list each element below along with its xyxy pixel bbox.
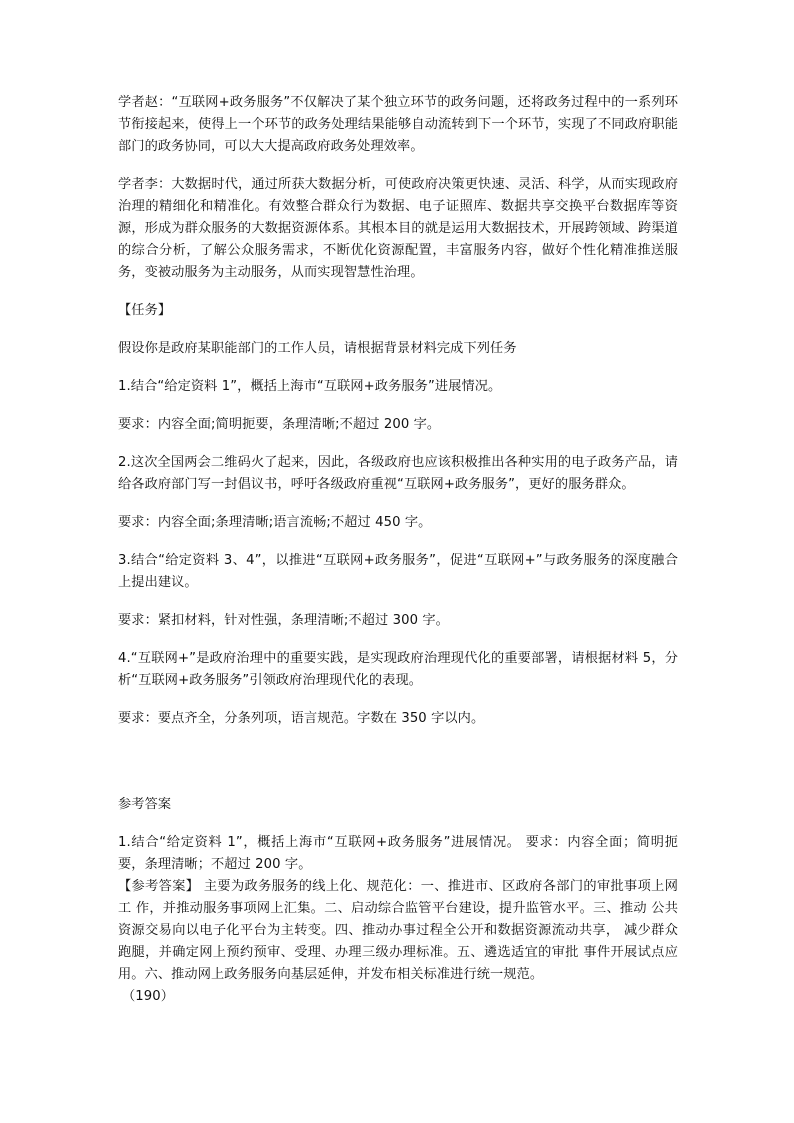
paragraph-scholar-zhao: 学者赵：“互联网+政务服务”不仅解决了某个独立环节的政务问题，还将政务过程中的一系列环节衔接起来，使得上一个环节的政务处理结果能够自动流转到下一个环节，实现了不同政府职能部门的政务协同，可以大大提高政府政务处理效率。 (118, 95, 678, 154)
page-number: （190） (122, 989, 175, 1004)
task-4-requirement: 要求：要点齐全，分条列项，语言规范。字数在 350 字以内。 (118, 711, 485, 726)
paragraph-scholar-li: 学者李：大数据时代，通过所获大数据分析，可使政府决策更快速、灵活、科学，从而实现政府治理的精细化和精准化。有效整合群众行为数据、电子证照库、数据共享交换平台数据库等资源，形成为群众服务的大数据资源体系。其根本目的就是运用大数据技术，开展跨领域、跨渠道的综合分析，了解公众服务需求，不断优化资源配置，丰富服务内容，做好个性化精准推送服务，变被动服务为主动服务，从而实现智慧性治理。 (118, 177, 678, 280)
document-page (118, 92, 678, 1008)
task-heading: 【任务】 (118, 303, 172, 318)
answers-heading: 参考答案 (118, 797, 172, 812)
task-3-question: 3.结合“给定资料 3、4”，以推进“互联网+政务服务”，促进“互联网+”与政务服务的深度融合上提出建议。 (118, 553, 678, 590)
answer-1-question: 1.结合“给定资料 1”，概括上海市“互联网+政务服务”进展情况。 要求：内容全面；简明扼要，条理清晰；不超过 200 字。 (118, 835, 678, 872)
task-3-requirement: 要求：紧扣材料，针对性强，条理清晰;不超过 300 字。 (118, 613, 449, 628)
answer-1-body: 【参考答案】 主要为政务服务的线上化、规范化：一、推进市、区政府各部门的审批事项上网工 作，并推动服务事项网上汇集。二、启动综合监管平台建设，提升监管水平。三、推动 公共资源交易向以电子化平台为主转变。四、推动办事过程全公开和数据资源流动共享， 减少群众跑腿，并确定网上预约预审、受理、办理三级办理标准。五、遴选适宜的审批 事件开展试点应用。六、推动网上政务服务向基层延伸，并发布相关标准进行统一规范。 (118, 879, 678, 982)
section-spacer (118, 746, 678, 794)
task-intro: 假设你是政府某职能部门的工作人员，请根据背景材料完成下列任务 (118, 341, 517, 356)
answer-block (118, 832, 678, 1008)
task-1-question: 1.结合“给定资料 1”，概括上海市“互联网+政务服务”进展情况。 (118, 379, 502, 394)
task-2-question: 2.这次全国两会二维码火了起来，因此，各级政府也应该积极推出各种实用的电子政务产品，请给各政府部门写一封倡议书，呼吁各级政府重视“互联网+政务服务”，更好的服务群众。 (118, 455, 678, 492)
task-2-requirement: 要求：内容全面;条理清晰;语言流畅;不超过 450 字。 (118, 515, 432, 530)
task-4-question: 4.“互联网+”是政府治理中的重要实践，是实现政府治理现代化的重要部署，请根据材料 5，分析“互联网+政务服务”引领政府治理现代化的表现。 (118, 651, 678, 688)
task-1-requirement: 要求：内容全面;简明扼要，条理清晰;不超过 200 字。 (118, 417, 441, 432)
